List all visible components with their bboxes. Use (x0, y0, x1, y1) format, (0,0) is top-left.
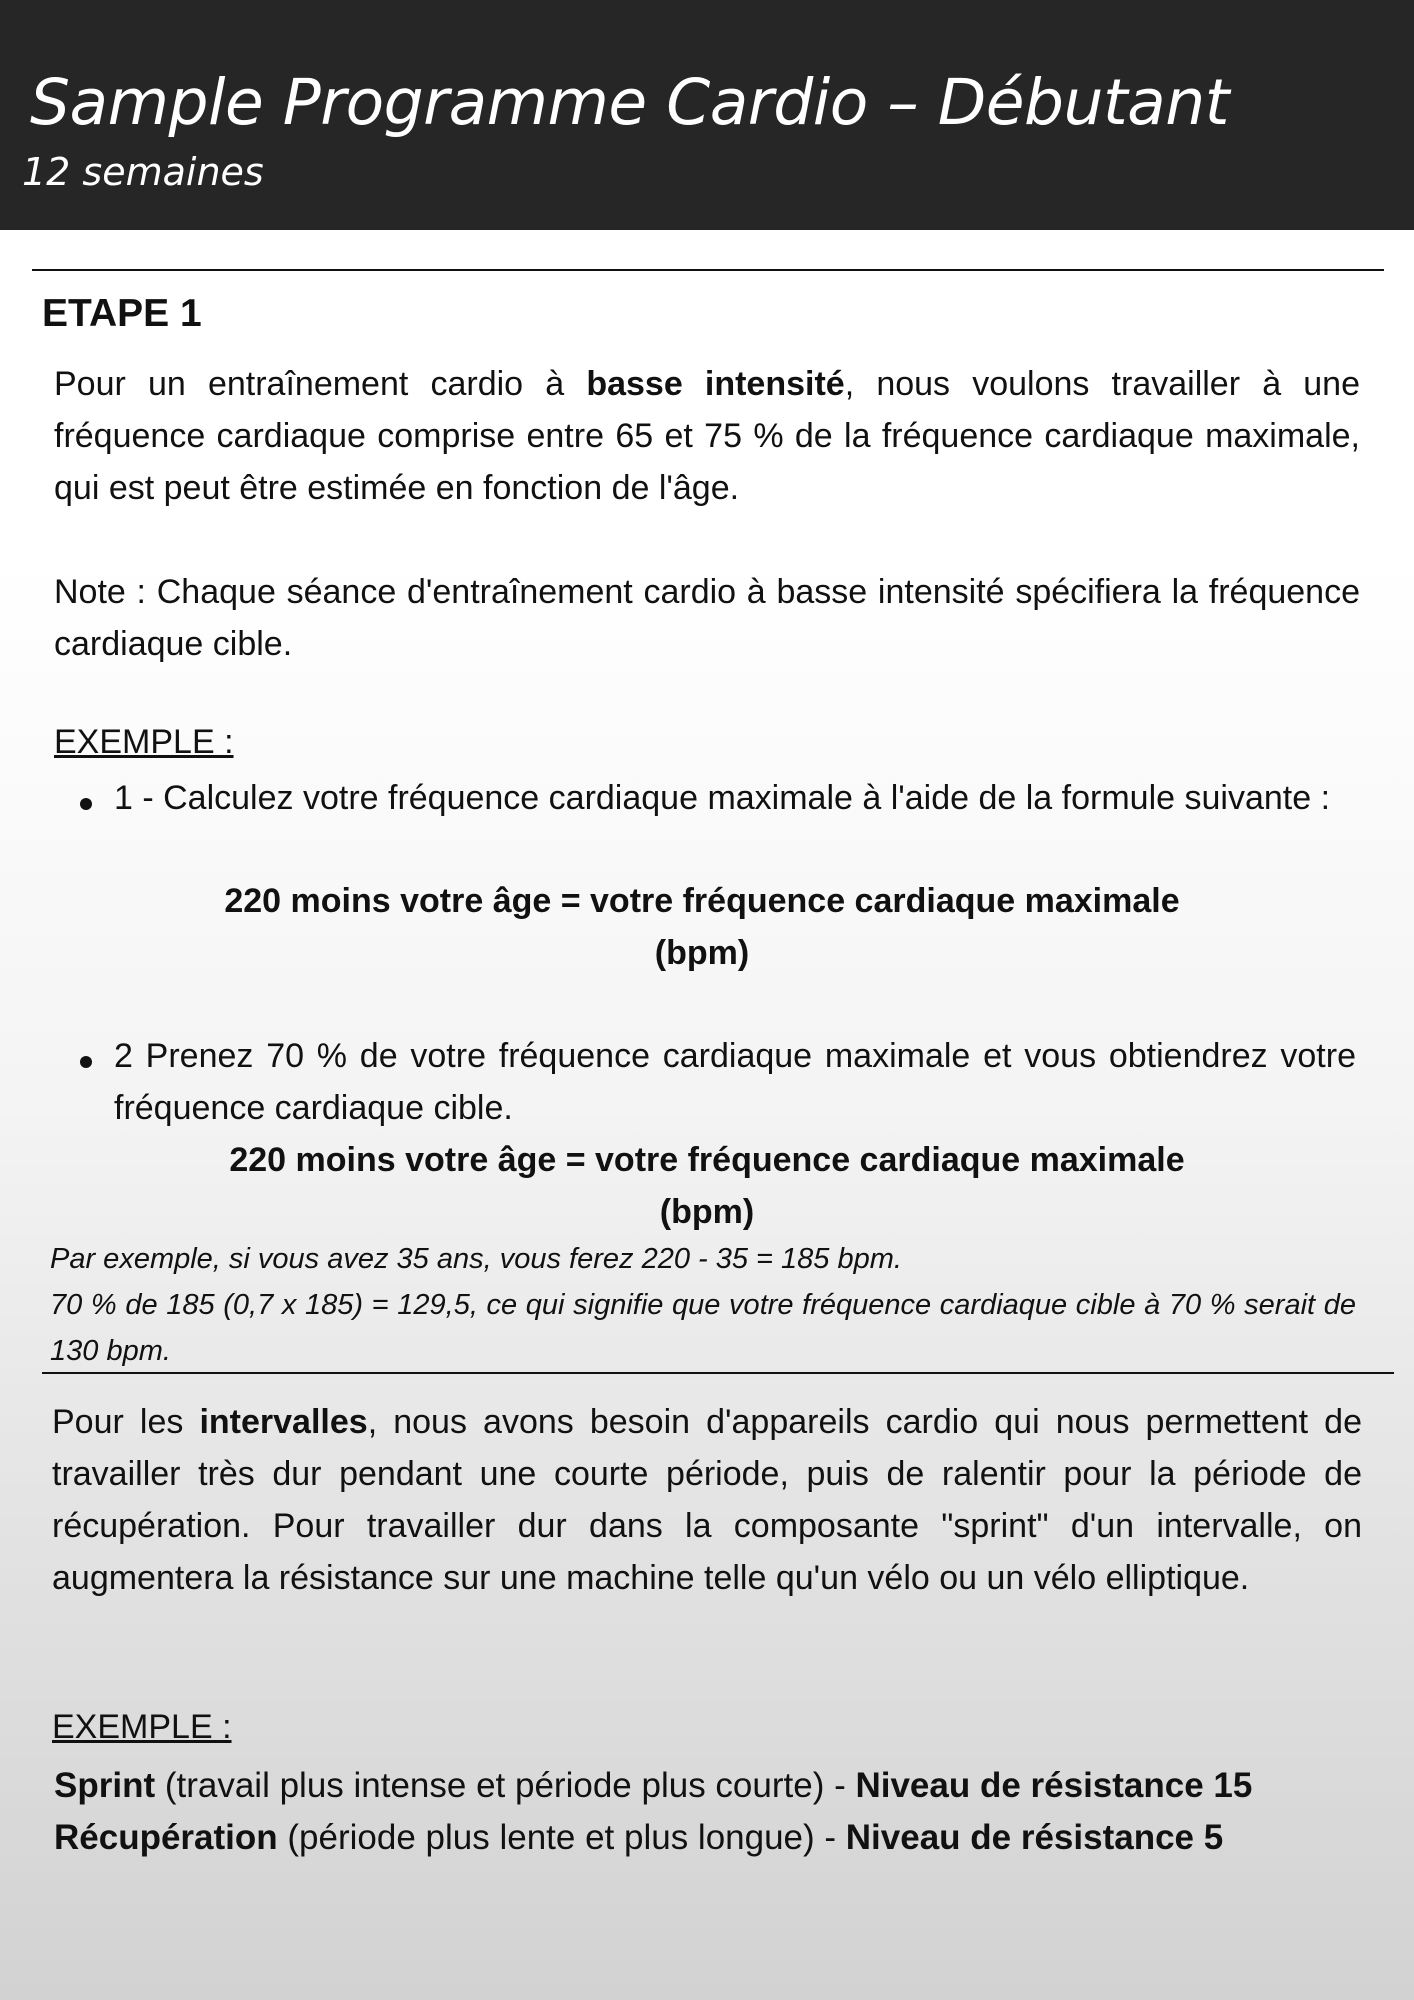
bullet-item-1: 1 - Calculez votre fréquence cardiaque maximale à l'aide de la formule suivante : (114, 779, 1331, 817)
bullet-dot (80, 798, 92, 810)
example-calculation-1: Par exemple, si vous avez 35 ans, vous ferez 220 - 35 = 185 bpm. (50, 1243, 902, 1275)
intervals-text-rest: , nous avons besoin d'appareils cardio qui nous permettent de travailler très dur pendant une courte période, puis de ralentir pour la période de récupération. Pour travailler dur dans la composante "sprint" d'un intervalle, on augmentera la résistance sur une machine telle qu'un vélo ou un vélo elliptique. (52, 1403, 1362, 1597)
intervals-bold-text: intervalles (199, 1403, 368, 1441)
example-label: EXEMPLE : (54, 723, 234, 761)
recovery-level: Niveau de résistance 5 (845, 1818, 1224, 1857)
intro-text: Pour un entraînement cardio à (54, 365, 587, 403)
intervals-text: Pour les (52, 1403, 200, 1441)
page-title: Sample Programme Cardio – Débutant (30, 66, 1229, 139)
page-header (0, 0, 1414, 230)
recovery-label: Récupération (54, 1818, 278, 1857)
intervals-intro (52, 1396, 1362, 1604)
intro-bold-text: basse intensité (586, 365, 845, 403)
formula-2: 220 moins votre âge = votre fréquence cardiaque maximale (bpm) (229, 1141, 1185, 1231)
sprint-desc: (travail plus intense et période plus courte) - (155, 1766, 856, 1805)
intro-text-rest: , nous voulons travailler à une fréquence cardiaque comprise entre 65 et 75 % de la fréquence cardiaque maximale, qui est peut être estimée en fonction de l'âge. (54, 365, 1361, 507)
step-title: ETAPE 1 (42, 292, 202, 335)
example-calculation-2: 70 % de 185 (0,7 x 185) = 129,5, ce qui signifie que votre fréquence cardiaque cible à 70 % serait de 130 bpm. (50, 1289, 1356, 1367)
page-subtitle: 12 semaines (22, 150, 264, 194)
divider-middle (42, 1372, 1394, 1374)
sprint-line (54, 1766, 1252, 1806)
bullet-item-2: 2 Prenez 70 % de votre fréquence cardiaque maximale et vous obtiendrez votre fréquence cardiaque cible. (114, 1037, 1356, 1127)
recovery-desc: (période plus lente et plus longue) - (277, 1818, 846, 1857)
bullet-dot (80, 1056, 92, 1068)
divider-top (32, 269, 1384, 271)
note-paragraph: Note : Chaque séance d'entraînement cardio à basse intensité spécifiera la fréquence cardiaque cible. (54, 573, 1360, 663)
formula-1: 220 moins votre âge = votre fréquence cardiaque maximale (bpm) (224, 882, 1180, 972)
sprint-label: Sprint (54, 1766, 156, 1805)
sprint-level: Niveau de résistance 15 (855, 1766, 1253, 1805)
low-intensity-intro (54, 358, 1360, 514)
example-label-2: EXEMPLE : (52, 1708, 232, 1746)
recovery-line (54, 1818, 1223, 1858)
